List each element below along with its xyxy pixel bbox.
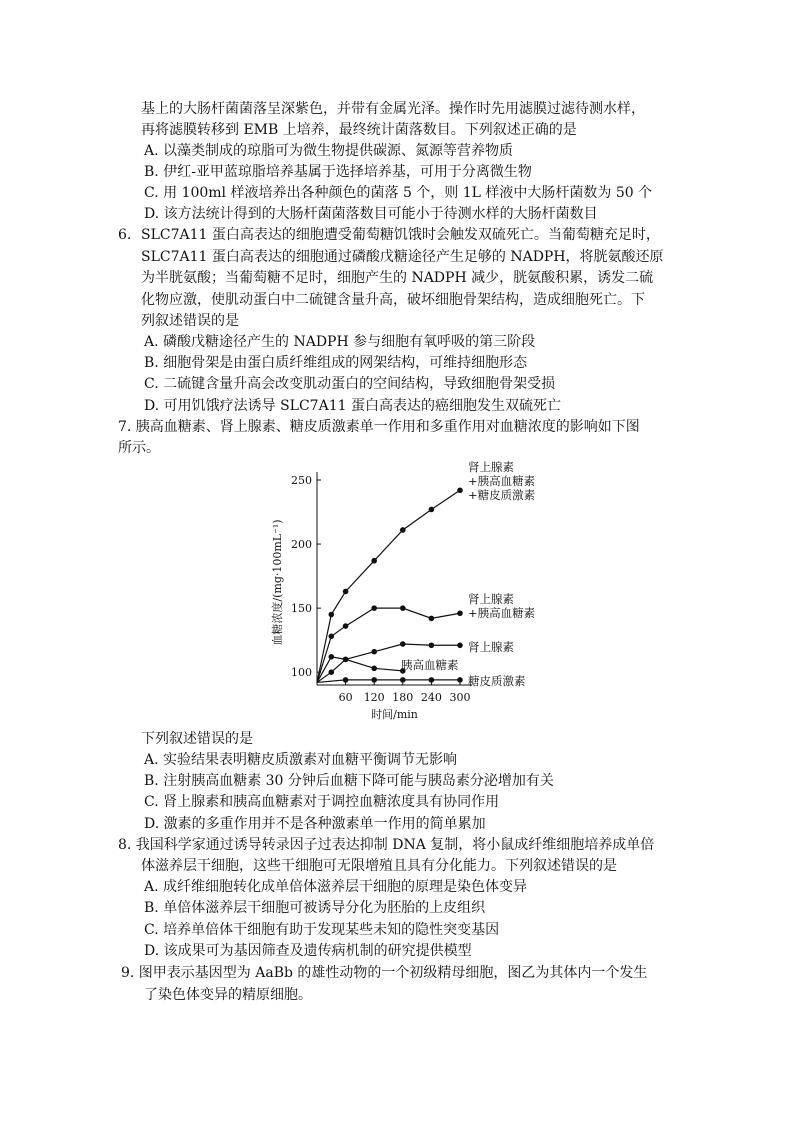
series-label: 肾上腺素 <box>468 640 514 654</box>
q7-stem-line-2: 所示。 <box>118 440 160 456</box>
q6-stem-line-3: 为半胱氨酸；当葡萄糖不足时，细胞产生的 NADPH 减少，胱氨酸积累，诱发二硫 <box>141 270 654 286</box>
data-point <box>457 610 463 616</box>
q8-option-d: D. 该成果可为基因筛查及遗传病机制的研究提供模型 <box>144 943 472 959</box>
blood-glucose-chart <box>260 455 540 725</box>
data-point <box>429 642 435 648</box>
data-point <box>329 634 335 640</box>
data-point <box>457 677 463 683</box>
q7-option-a: A. 实验结果表明糖皮质激素对血糖平衡调节无影响 <box>144 752 458 768</box>
data-point <box>371 558 377 564</box>
q5-stem-line-1: 基上的大肠杆菌菌落呈深紫色，并带有金属光泽。操作时先用滤膜过滤待测水样， <box>141 101 645 117</box>
q6-stem-line-2: SLC7A11 蛋白高表达的细胞通过磷酸戊糖途径产生足够的 NADPH，将胱氨酸还原 <box>141 249 664 265</box>
q5-option-b: B. 伊红-亚甲蓝琼脂培养基属于选择培养基，可用于分离微生物 <box>144 164 532 180</box>
q7-option-d: D. 激素的多重作用并不是各种激素单一作用的简单累加 <box>144 816 486 832</box>
data-point <box>457 487 463 493</box>
data-point <box>429 616 435 622</box>
q5-option-d: D. 该方法统计得到的大肠杆菌菌落数目可能小于待测水样的大肠杆菌数目 <box>144 206 598 222</box>
y-tick-label: 150 <box>291 602 312 616</box>
series-label: +胰高血糖素 <box>468 474 536 488</box>
q5-option-a: A. 以藻类制成的琼脂可为微生物提供碳源、氮源等营养物质 <box>144 143 514 159</box>
series-label: 胰高血糖素 <box>401 658 459 672</box>
q5-stem-line-2: 再将滤膜转移到 EMB 上培养，最终统计菌落数目。下列叙述正确的是 <box>141 122 577 138</box>
data-point <box>371 677 377 683</box>
data-point <box>400 527 406 533</box>
q6-option-c: C. 二硫键含量升高会改变肌动蛋白的空间结构，导致细胞骨架受损 <box>144 376 556 392</box>
y-tick-label: 200 <box>291 538 312 552</box>
data-point <box>329 669 335 675</box>
q8-stem-line-1: 8. 我国科学家通过诱导转录因子过表达抑制 DNA 复制，将小鼠成纤维细胞培养成单倍 <box>118 837 655 853</box>
q7-stem-line-1: 7. 胰高血糖素、肾上腺素、糖皮质激素单一作用和多重作用对血糖浓度的影响如下图 <box>118 419 640 435</box>
q9-stem-line-2: 了染色体变异的精原细胞。 <box>144 987 312 1003</box>
q6-stem-line-5: 列叙述错误的是 <box>141 313 239 329</box>
q7-question: 下列叙述错误的是 <box>141 731 253 747</box>
q6-option-b: B. 细胞骨架是由蛋白质纤维组成的网架结构，可维持细胞形态 <box>144 355 528 371</box>
q6-option-d: D. 可用饥饿疗法诱导 SLC7A11 蛋白高表达的癌细胞发生双硫死亡 <box>144 398 561 414</box>
y-tick-label: 250 <box>291 474 312 487</box>
q5-option-c: C. 用 100ml 样液培养出各种颜色的菌落 5 个，则 1L 样液中大肠杆菌数为 50 个 <box>144 185 653 201</box>
y-axis-label: 血糖浓度/(mg·100mL⁻¹) <box>271 519 284 646</box>
q8-option-a: A. 成纤维细胞转化成单倍体滋养层干细胞的原理是染色体变异 <box>144 879 528 895</box>
series-label: 糖皮质激素 <box>468 674 526 688</box>
data-point <box>400 677 406 683</box>
series-line <box>317 680 460 683</box>
q6-stem-line-1: SLC7A11 蛋白高表达的细胞遭受葡萄糖饥饿时会触发双硫死亡。当葡萄糖充足时， <box>141 227 660 243</box>
series-label: +胰高血糖素 <box>468 606 536 620</box>
series-label: +糖皮质激素 <box>468 488 536 502</box>
data-point <box>400 641 406 647</box>
data-point <box>329 612 335 618</box>
x-axis-label: 时间/min <box>371 708 418 721</box>
series-line <box>317 490 460 682</box>
series-line <box>317 657 403 683</box>
q7-option-c: C. 肾上腺素和胰高血糖素对于调控血糖浓度具有协同作用 <box>144 794 500 810</box>
x-tick-label: 240 <box>420 691 442 704</box>
data-point <box>371 666 377 672</box>
q8-option-b: B. 单倍体滋养层干细胞可被诱导分化为胚胎的上皮组织 <box>144 900 486 916</box>
x-tick-label: 120 <box>363 691 385 704</box>
data-point <box>400 605 406 611</box>
q7-option-b: B. 注射胰高血糖素 30 分钟后血糖下降可能与胰岛素分泌增加有关 <box>144 773 554 789</box>
data-point <box>343 589 349 595</box>
q6-number: 6. <box>118 227 132 243</box>
data-point <box>429 507 435 513</box>
x-tick-label: 60 <box>338 691 353 704</box>
x-tick-label: 180 <box>392 691 414 704</box>
y-tick-label: 100 <box>291 666 312 680</box>
q6-option-a: A. 磷酸戊糖途径产生的 NADPH 参与细胞有氧呼吸的第三阶段 <box>144 334 536 350</box>
data-point <box>371 649 377 655</box>
q8-stem-line-2: 体滋养层干细胞，这些干细胞可无限增殖且具有分化能力。下列叙述错误的是 <box>141 858 617 874</box>
series-label: 肾上腺素 <box>468 460 514 474</box>
q6-stem-line-4: 化物应激，使肌动蛋白中二硫键含量升高，破坏细胞骨架结构，造成细胞死亡。下 <box>141 292 645 308</box>
series-label: 肾上腺素 <box>468 592 514 606</box>
data-point <box>429 677 435 683</box>
q8-option-c: C. 培养单倍体干细胞有助于发现某些未知的隐性突变基因 <box>144 922 500 938</box>
data-point <box>371 605 377 611</box>
data-point <box>343 677 349 683</box>
q9-stem-line-1: 9. 图甲表示基因型为 AaBb 的雄性动物的一个初级精母细胞，图乙为其体内一个发生 <box>121 965 648 981</box>
x-tick-label: 300 <box>449 691 471 704</box>
data-point <box>343 657 349 663</box>
data-point <box>457 642 463 648</box>
data-point <box>343 623 349 629</box>
data-point <box>329 654 335 660</box>
